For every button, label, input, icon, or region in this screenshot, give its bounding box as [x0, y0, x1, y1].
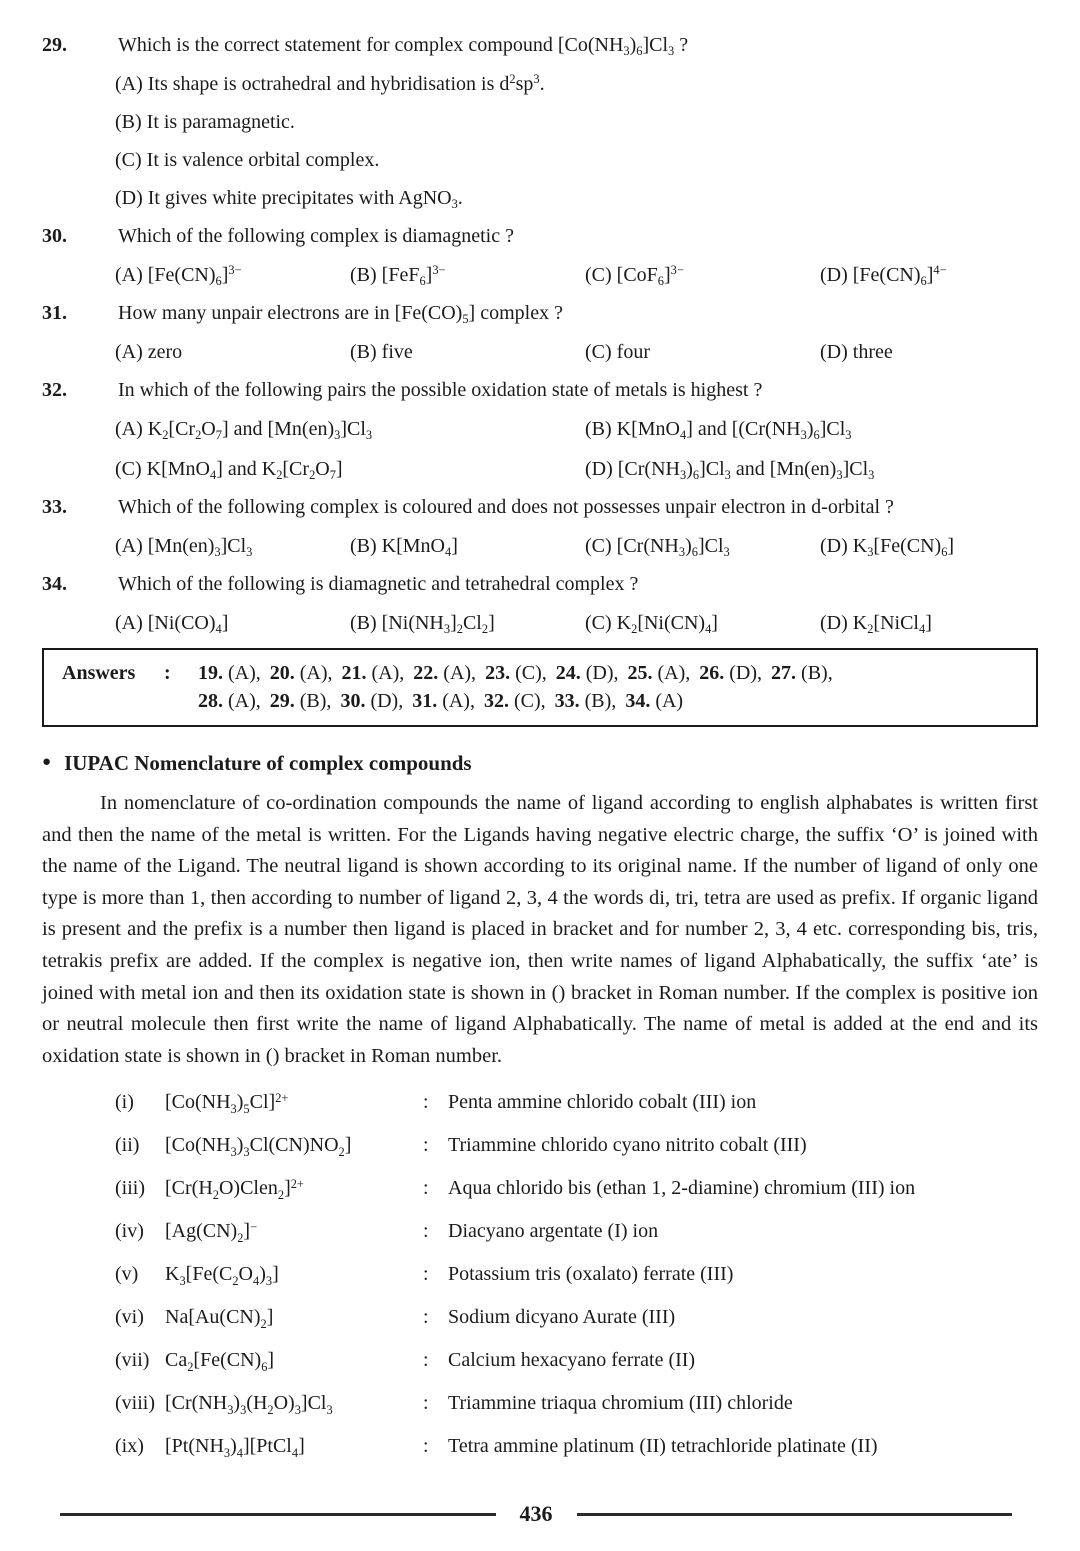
compound-name: Tetra ammine platinum (II) tetrachloride platinate (II) [448, 1435, 878, 1458]
question-text: How many unpair electrons are in $[Fe(CO)_5]$ complex ? [118, 302, 563, 327]
option: (D) $[Fe(CN)_6]^{4-}$ [820, 263, 947, 289]
option: (C) four [585, 341, 650, 363]
question-head [42, 32, 1038, 59]
nomenclature-row [115, 1218, 1038, 1245]
option: (A) $[Fe(CN)_6]^{3-}$ [115, 263, 242, 289]
nomenclature-index: (ii) [115, 1134, 140, 1157]
compound-name: Calcium hexacyano ferrate (II) [448, 1349, 696, 1372]
answer-item: 20. (A), [269, 662, 333, 684]
compound-formula: $[Ag(CN)_2]^-$ [165, 1219, 258, 1245]
options-row [115, 339, 1038, 366]
bullet-icon: ● [42, 754, 52, 770]
option: (B) It is paramagnetic. [115, 111, 295, 133]
option: (B) K[MnO$_4$] [350, 535, 458, 560]
option: (B) five [350, 341, 413, 363]
compound-name: Diacyano argentate (I) ion [448, 1220, 659, 1243]
question-item [42, 32, 1038, 212]
option: (A) Its shape is octrahedral and hybridisation is $d^2sp^3$. [115, 72, 545, 95]
question-number: 34. [42, 573, 67, 595]
compound-name: Aqua chlorido bis (ethan 1, 2-diamine) chromium (III) ion [448, 1177, 916, 1200]
compound-formula: $Na[Au(CN)_2]$ [165, 1306, 274, 1331]
option: (C) $K_2[Ni(CN)_4]$ [585, 612, 718, 637]
answer-item: 34. (A) [625, 690, 684, 712]
question-text: In which of the following pairs the possible oxidation state of metals is highest ? [118, 379, 763, 401]
answers-label: Answers [62, 662, 136, 684]
nomenclature-row [115, 1304, 1038, 1331]
answers-list [198, 659, 1020, 715]
option: (A) zero [115, 341, 183, 363]
compound-name: Potassium tris (oxalato) ferrate (III) [448, 1263, 734, 1286]
answer-item: 19. (A), [198, 662, 261, 684]
option: (A) $K_2[Cr_2O_7]$ and $[Mn(en)_3]Cl_3$ [115, 418, 373, 443]
option: (B) $[Ni(NH_3]_2Cl_2]$ [350, 612, 495, 637]
answer-item: 32. (C), [483, 690, 546, 712]
compound-formula: $K_3[Fe(C_2O_4)_3]$ [165, 1263, 279, 1288]
nomenclature-row [115, 1347, 1038, 1374]
options-row [115, 262, 1038, 289]
page-number: 436 [519, 1501, 553, 1526]
option: (C) $[Cr(NH_3)_6]Cl_3$ [585, 535, 730, 560]
nomenclature-colon: : [423, 1263, 429, 1286]
question-head [42, 223, 1038, 250]
nomenclature-row [115, 1175, 1038, 1202]
answer-item: 26. (D), [699, 662, 763, 684]
compound-name: Penta ammine chlorido cobalt (III) ion [448, 1091, 757, 1114]
option: (A) $[Ni(CO)_4]$ [115, 612, 229, 637]
options-row [115, 533, 1038, 560]
nomenclature-index: (i) [115, 1091, 134, 1114]
option: (C) It is valence orbital complex. [115, 149, 380, 171]
option: (D) It gives white precipitates with AgNO$_3$. [115, 187, 463, 212]
compound-name: Triammine chlorido cyano nitrito cobalt (III) [448, 1134, 807, 1157]
nomenclature-index: (v) [115, 1263, 139, 1286]
question-number: 29. [42, 34, 67, 56]
answer-item: 29. (B), [269, 690, 332, 712]
answers-box [42, 648, 1038, 727]
nomenclature-index: (iv) [115, 1220, 144, 1243]
question-text: Which of the following complex is coloured and does not possesses unpair electron in d-orbital ? [118, 496, 894, 518]
options-row [115, 416, 1038, 483]
nomenclature-colon: : [423, 1177, 429, 1200]
option: (D) three [820, 341, 893, 363]
nomenclature-index: (iii) [115, 1177, 145, 1200]
compound-formula: $[Cr(NH_3)_3(H_2O)_3]Cl_3$ [165, 1392, 333, 1417]
answer-item: 30. (D), [340, 690, 404, 712]
question-head [42, 571, 1038, 598]
answers-colon: : [164, 662, 171, 684]
intro-paragraph: In nomenclature of co-ordination compounds the name of ligand according to english alphabates is written first and then the name of the metal is written. For the Ligands having negative electric charge, the suffix ‘O’ is joined with the name of the Ligand. The neutral ligand is shown according to its original name. If the number of ligand of only one type is more than 1, then according to number of ligand 2, 3, 4 the words di, tri, tetra are used as prefix. If organic ligand is present and the prefix is a number then ligand is placed in bracket and for number 2, 3, 4 etc. corresponding bis, tris, tetrakis prefix are added. If the complex is negative ion, then write names of ligand Alphabatically, the suffix ‘ate’ is joined with metal ion and then its oxidation state is shown in () bracket in Roman number. If the complex is positive ion or neutral molecule then first write the name of ligand Alphabatically. The name of metal is added at the end and its oxidation state is shown in () bracket in Roman number. [42, 792, 1038, 1067]
option: (D) $K_3[Fe(CN)_6]$ [820, 535, 955, 560]
compound-formula: $[Co(NH_3)_5Cl]^{2+}$ [165, 1090, 289, 1116]
question-item [42, 571, 1038, 637]
question-item [42, 223, 1038, 289]
option: (A) $[Mn(en)_3]Cl_3$ [115, 535, 253, 560]
nomenclature-index: (ix) [115, 1435, 144, 1458]
question-text: Which of the following complex is diamagnetic ? [118, 225, 514, 247]
nomenclature-row [115, 1390, 1038, 1417]
nomenclature-colon: : [423, 1220, 429, 1243]
answers-line [198, 659, 1020, 687]
nomenclature-colon: : [423, 1306, 429, 1329]
options-row [115, 610, 1038, 637]
option: (B) K[MnO$_4$] and [$(Cr(NH_3)_6]Cl_3$ [585, 418, 852, 443]
question-item [42, 494, 1038, 560]
nomenclature-row [115, 1089, 1038, 1116]
section-heading-text: IUPAC Nomenclature of complex compounds [64, 751, 472, 775]
question-text: Which is the correct statement for complex compound $[Co(NH_3)_6]Cl_3$ ? [118, 34, 689, 59]
question-item [42, 377, 1038, 483]
section-heading [42, 751, 1038, 776]
question-number: 33. [42, 496, 67, 518]
answer-item: 27. (B), [771, 662, 833, 684]
answer-item: 24. (D), [555, 662, 619, 684]
compound-name: Triammine triaqua chromium (III) chloride [448, 1392, 793, 1415]
answer-item: 25. (A), [627, 662, 691, 684]
question-number: 30. [42, 225, 67, 247]
nomenclature-colon: : [423, 1435, 429, 1458]
answers-line [198, 687, 1020, 715]
answer-item: 31. (A), [412, 690, 475, 712]
nomenclature-row [115, 1261, 1038, 1288]
compound-formula: $[Cr(H_2O)Clen_2]^{2+}$ [165, 1176, 304, 1202]
compound-formula: $[Co(NH_3)_3Cl(CN)NO_2]$ [165, 1134, 352, 1159]
question-number: 32. [42, 379, 67, 401]
option: (C) K[MnO$_4$] and $K_2[Cr_2O_7]$ [115, 458, 343, 483]
question-head [42, 377, 1038, 404]
option: (C) $[CoF_6]^{3-}$ [585, 263, 684, 289]
answer-item: 28. (A), [198, 690, 261, 712]
nomenclature-colon: : [423, 1134, 429, 1157]
compound-formula: $[Pt(NH_3)_4][PtCl_4]$ [165, 1435, 305, 1460]
option: (D) $[Cr(NH_3)_6]Cl_3$ and $[Mn(en)_3]Cl_3$ [585, 458, 875, 483]
nomenclature-colon: : [423, 1091, 429, 1114]
option: (B) $[FeF_6]^{3-}$ [350, 263, 446, 289]
nomenclature-index: (vii) [115, 1349, 150, 1372]
questions-section [42, 32, 1038, 637]
answer-item: 22. (A), [413, 662, 477, 684]
nomenclature-row [115, 1132, 1038, 1159]
answer-item: 33. (B), [554, 690, 617, 712]
footer-rule-left [60, 1513, 496, 1516]
nomenclature-list [115, 1089, 1038, 1460]
compound-formula: $Ca_2[Fe(CN)_6]$ [165, 1349, 275, 1374]
answer-item: 21. (A), [341, 662, 405, 684]
question-item [42, 300, 1038, 366]
nomenclature-row [115, 1433, 1038, 1460]
options-row [115, 71, 1038, 212]
answer-item: 23. (C), [485, 662, 547, 684]
question-head [42, 494, 1038, 521]
page-footer [60, 1501, 1012, 1527]
compound-name: Sodium dicyano Aurate (III) [448, 1306, 676, 1329]
nomenclature-index: (vi) [115, 1306, 144, 1329]
nomenclature-colon: : [423, 1392, 429, 1415]
nomenclature-index: (viii) [115, 1392, 155, 1415]
question-number: 31. [42, 302, 67, 324]
question-head [42, 300, 1038, 327]
nomenclature-colon: : [423, 1349, 429, 1372]
option: (D) $K_2[NiCl_4]$ [820, 612, 932, 637]
footer-rule-right [577, 1513, 1013, 1516]
question-text: Which of the following is diamagnetic and tetrahedral complex ? [118, 573, 639, 595]
